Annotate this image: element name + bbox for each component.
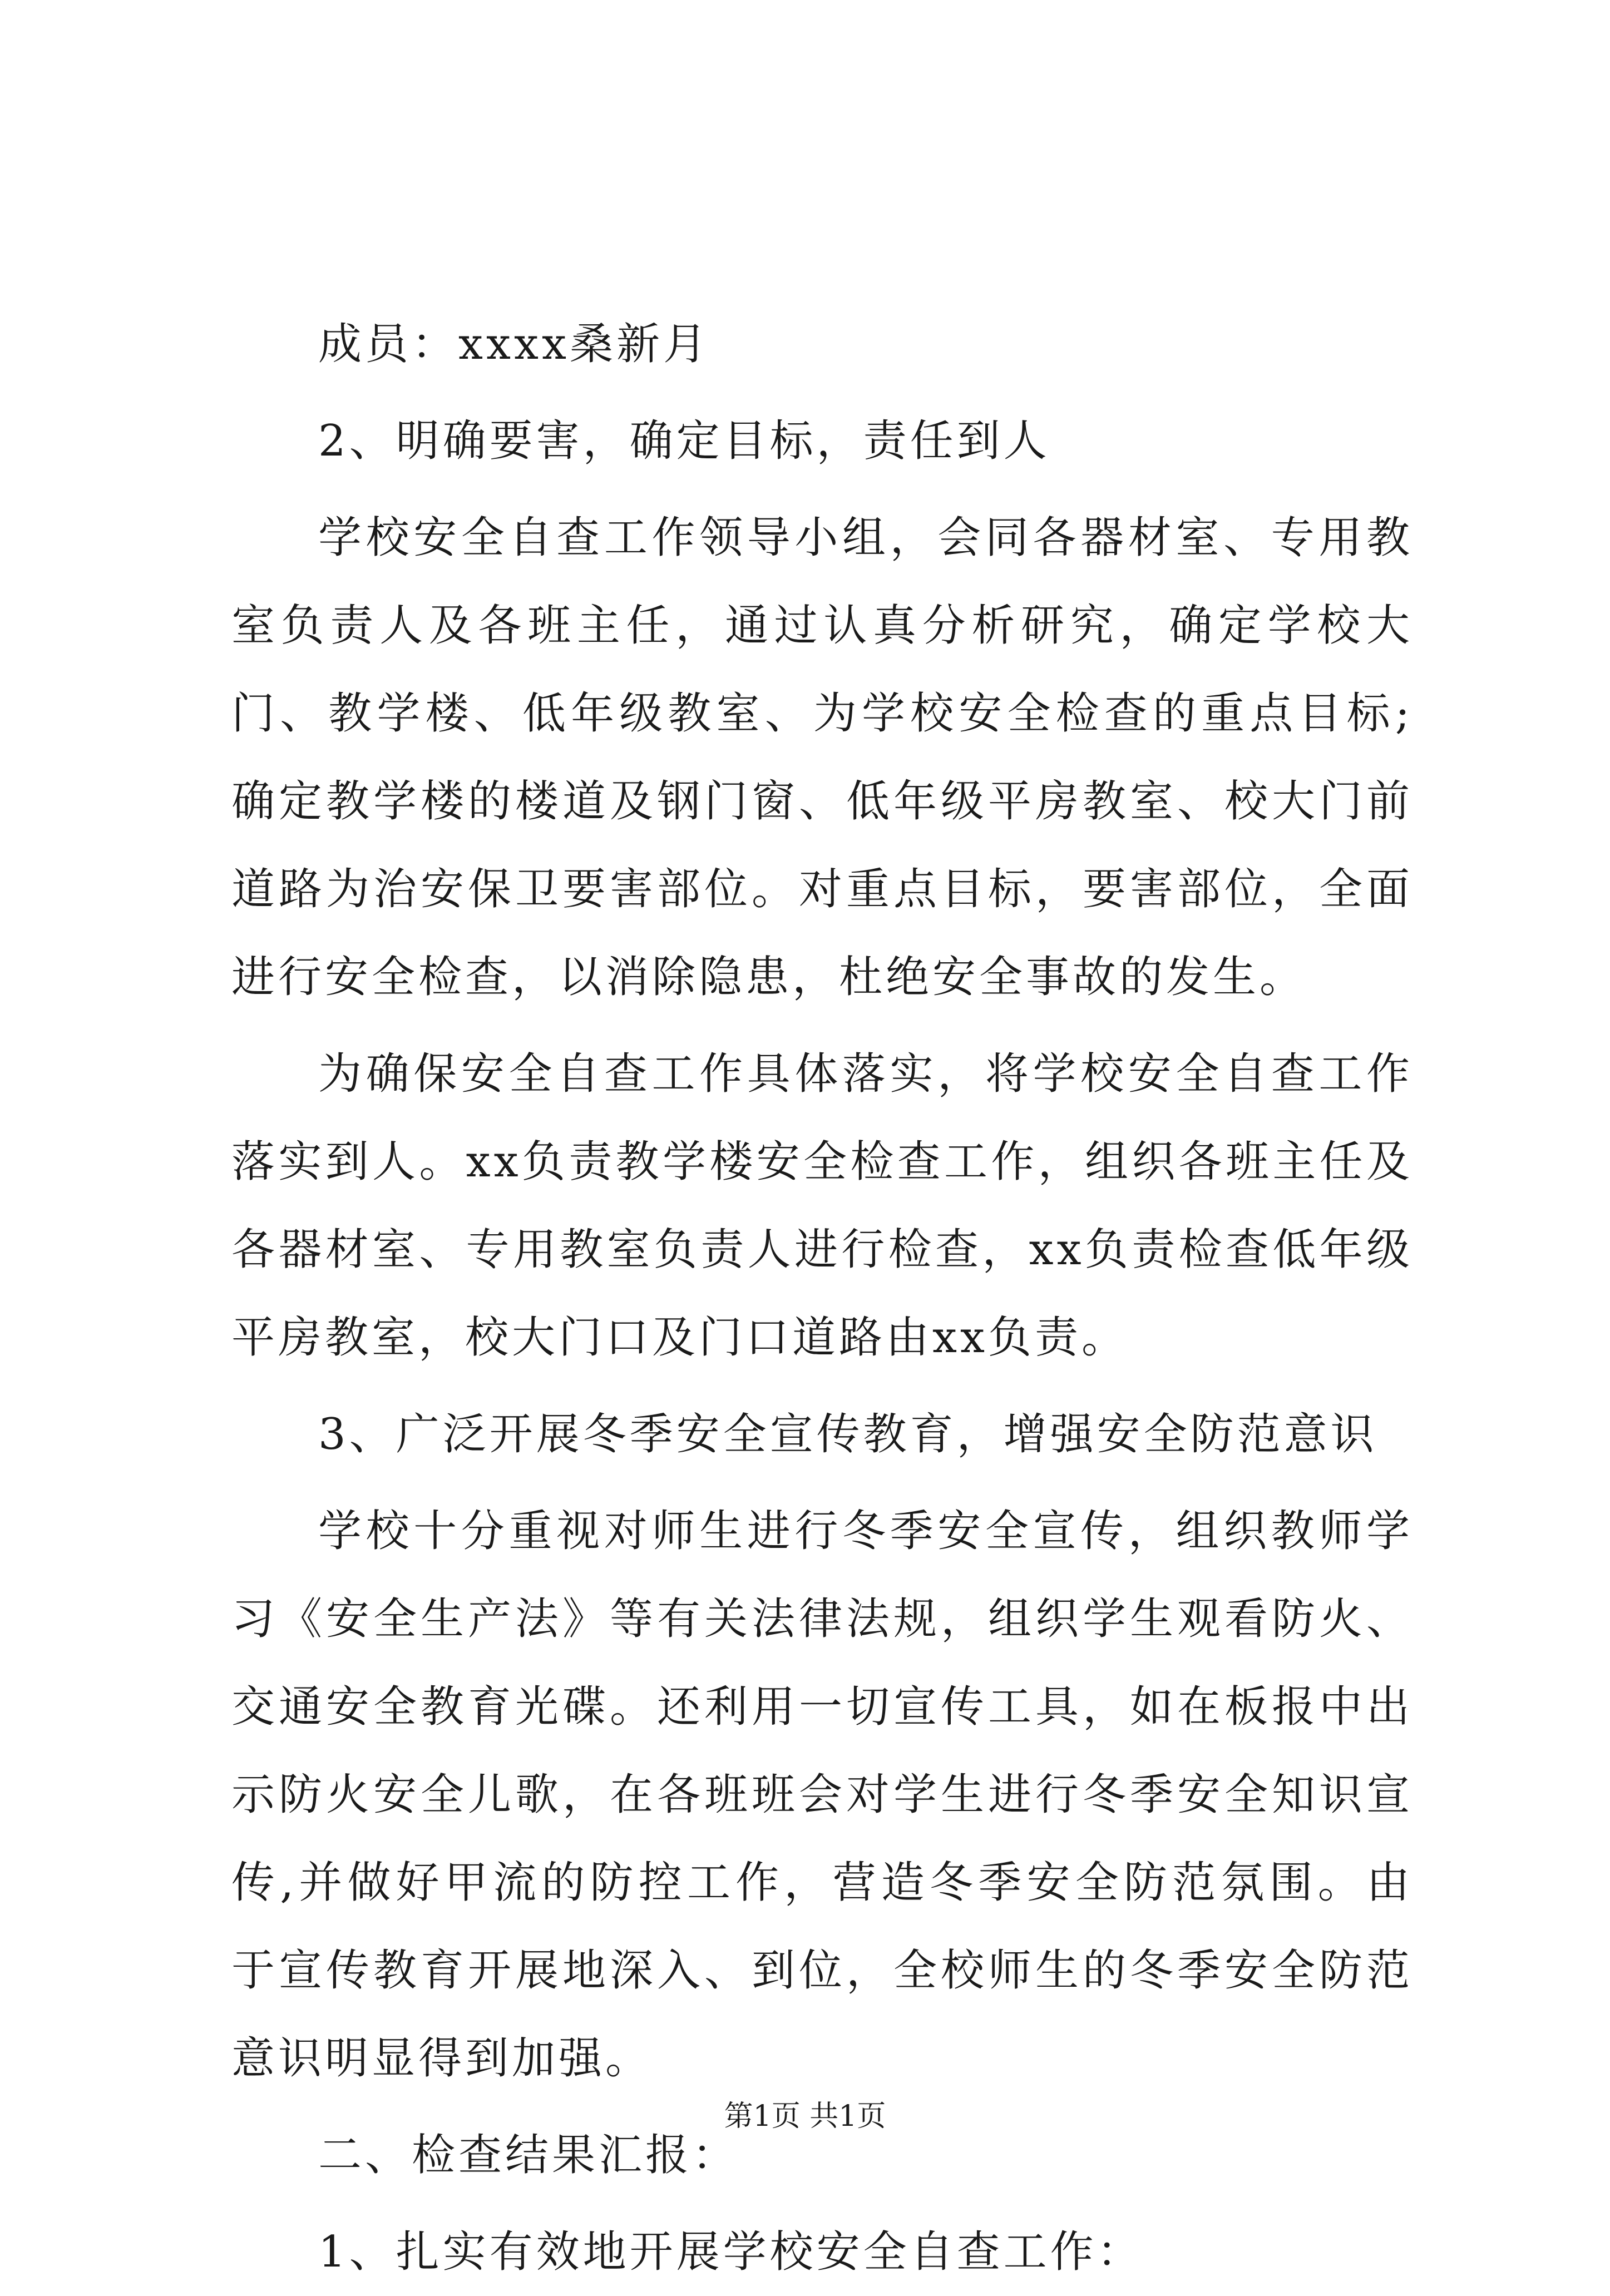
paragraph-key-targets: 学校安全自查工作领导小组，会同各器材室、专用教室负责人及各班主任，通过认真分析研究，确定学校大门、教学楼、低年级教室、为学校安全检查的重点目标;确定教学楼的楼道及钢门窗、低年级平房教室、校大门前道路为治安保卫要害部位。对重点目标，要害部位，全面进行安全检查，以消除隐患，杜绝安全事故的发生。 xyxy=(231,513,1413,1002)
paragraph-education: 学校十分重视对师生进行冬季安全宣传，组织教师学习《安全生产法》等有关法律法规，组织学生观看防火、交通安全教育光碟。还利用一切宣传工具，如在板报中出示防火安全儿歌，在各班班会对学生进行冬季安全知识宣传,并做好甲流的防控工作，营造冬季安全防范氛围。由于宣传教育开展地深入、到位，全校师生的冬季安全防范意识明显得到加强。 xyxy=(231,1506,1413,2084)
paragraph-responsibility: 为确保安全自查工作具体落实，将学校安全自查工作落实到人。xx负责教学楼安全检查工作，组织各班主任及各器材室、专用教室负责人进行检查，xx负责检查低年级平房教室，校大门口及门口道路由xx负责。 xyxy=(231,1049,1413,1363)
paragraph-heading-2: 2、明确要害，确定目标，责任到人 xyxy=(318,416,1050,466)
paragraph-item-1: 1、扎实有效地开展学校安全自查工作： xyxy=(318,2227,1144,2277)
paragraph-heading-3: 3、广泛开展冬季安全宣传教育，增强安全防范意识 xyxy=(318,1409,1377,1459)
paragraph-members: 成员：xxxx桑新月 xyxy=(318,319,710,369)
page-number-footer: 第1页 共1页 xyxy=(724,2100,886,2133)
paragraph-section-2: 二、检查结果汇报： xyxy=(318,2130,739,2180)
document-body xyxy=(231,300,1413,2296)
